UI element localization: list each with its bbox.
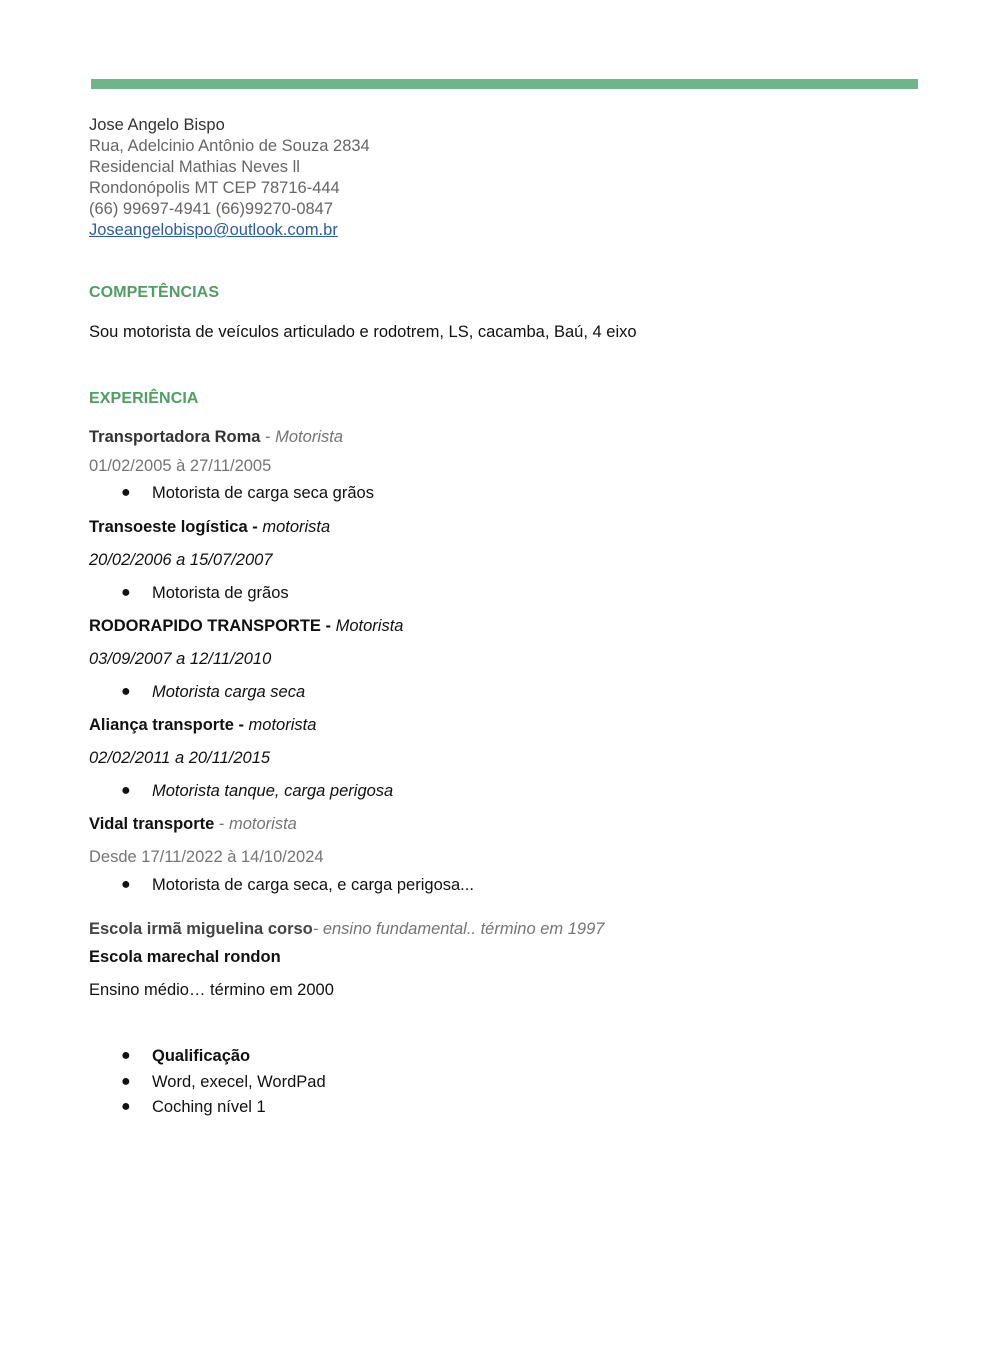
job-company: Transportadora Roma [89,428,261,446]
job-bullet-text: Motorista carga seca [152,683,306,701]
contact-phones: (66) 99697-4941 (66)99270-0847 [89,200,334,218]
job-dates: 02/02/2011 a 20/11/2015 [89,749,271,767]
job-dates: 01/02/2005 à 27/11/2005 [89,457,272,475]
job-separator: - [320,617,336,635]
job-dates: Desde 17/11/2022 à 14/10/2024 [89,848,324,866]
job-company: Aliança transporte [89,716,234,734]
contact-address-line1: Rua, Adelcinio Antônio de Souza 2834 [89,137,370,155]
section-heading-competencias: COMPETÊNCIAS [89,284,220,301]
section-heading-experiencia: EXPERIÊNCIA [89,390,199,407]
bullet-marker: ● [121,683,131,700]
job-bullet-text: Motorista de carga seca grãos [152,484,374,502]
job-separator: - [247,518,263,536]
job-role: Motorista [275,428,343,446]
contact-email-link[interactable]: Joseangelobispo@outlook.com.br [89,221,338,239]
bullet-marker: ● [121,1047,131,1064]
bullet-marker: ● [121,1073,131,1090]
job-title-line [89,814,297,835]
job-separator: - [260,428,276,446]
bullet-marker: ● [121,584,131,601]
competencias-text: Sou motorista de veículos articulado e rodotrem, LS, cacamba, Baú, 4 eixo [89,323,637,341]
job-role: motorista [262,518,331,536]
qualificacao-item: Word, execel, WordPad [152,1073,326,1091]
contact-city: Rondonópolis MT CEP 78716-444 [89,179,340,197]
job-role: motorista [229,815,297,833]
job-bullet-text: Motorista tanque, carga perigosa [152,782,394,800]
school-name: Escola marechal rondon [89,948,281,966]
school-detail: Ensino médio… término em 2000 [89,981,334,999]
job-dates: 20/02/2006 a 15/07/2007 [89,551,273,569]
school-name: Escola irmã miguelina corso [89,920,313,938]
contact-address-line2: Residencial Mathias Neves ll [89,158,300,176]
job-company: Vidal transporte [89,815,215,833]
qualificacao-item: Coching nível 1 [152,1098,266,1116]
job-dates: 03/09/2007 a 12/11/2010 [89,650,272,668]
bullet-marker: ● [121,1098,131,1115]
bullet-marker: ● [121,484,131,501]
job-role: motorista [248,716,317,734]
job-separator: - [214,815,229,833]
bullet-marker: ● [121,782,131,799]
bullet-marker: ● [121,876,131,893]
job-separator: - [233,716,249,734]
school-detail: - ensino fundamental.. término em 1997 [312,920,605,938]
job-bullet-text: Motorista de carga seca, e carga perigosa... [152,876,474,894]
header-accent-bar [91,79,918,89]
job-title-line [89,517,330,538]
qualificacao-heading: Qualificação [152,1047,251,1065]
job-role: Motorista [335,617,404,635]
contact-name: Jose Angelo Bispo [89,116,225,134]
job-company: Transoeste logística [89,518,248,536]
job-title-line [89,715,316,736]
education-line-1 [89,919,604,940]
job-company: RODORAPIDO TRANSPORTE [89,617,321,635]
job-title-line [89,427,343,448]
job-title-line [89,616,403,637]
job-bullet-text: Motorista de grãos [152,584,289,602]
